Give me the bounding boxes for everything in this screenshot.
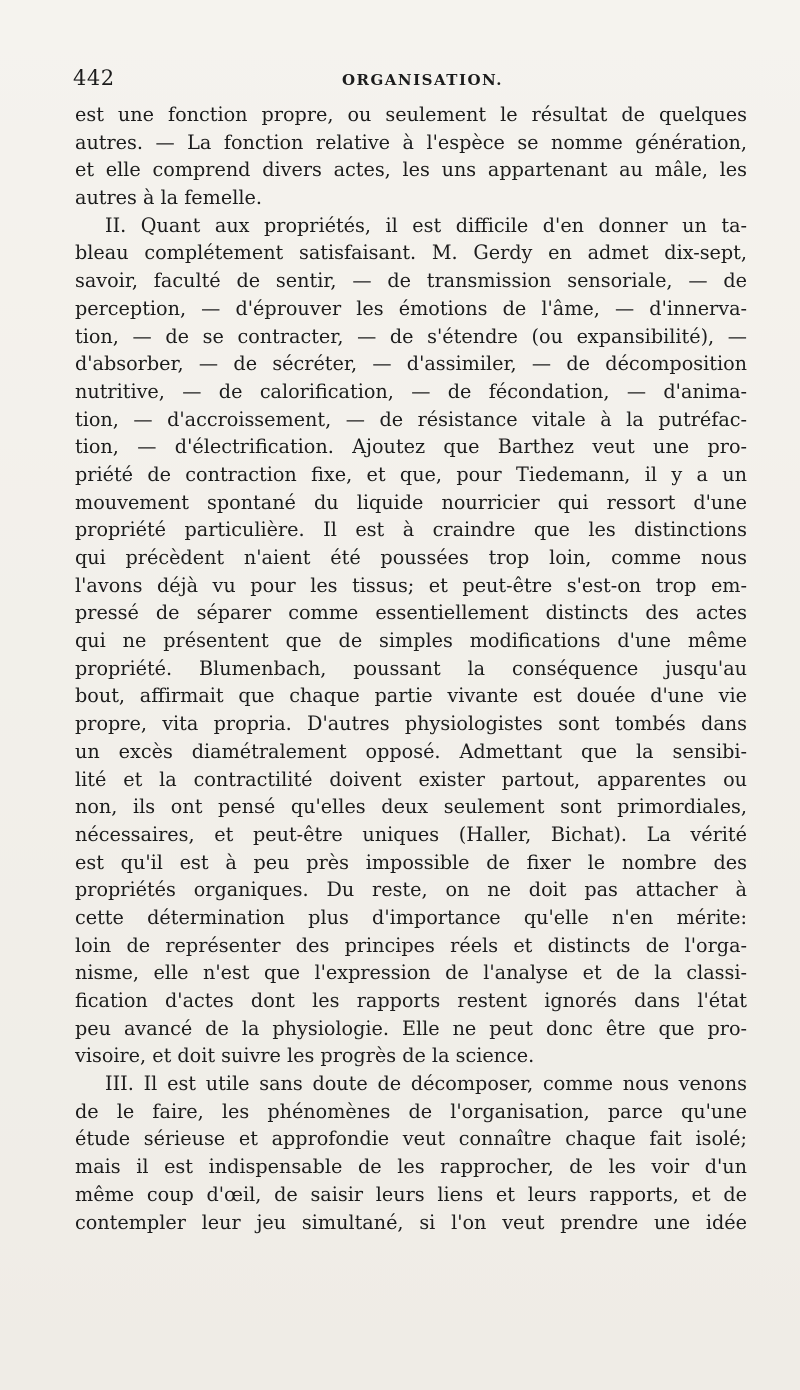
text-line: contempler leur jeu simultané, si l'on veut prendre une idée (75, 1210, 747, 1234)
text-line: mouvement spontané du liquide nourricier qui ressort d'une (75, 490, 747, 514)
text-line: autres à la femelle. (75, 186, 262, 210)
text-line: qui précèdent n'aient été poussées trop loin, comme nous (75, 546, 747, 569)
text-line: tion, — d'électrification. Ajoutez que Barthez veut une pro- (75, 435, 747, 459)
text-line: propriétés organiques. Du reste, on ne doit pas attacher à (75, 878, 747, 902)
text-line: un excès diamétralement opposé. Admettant que la sensibi- (75, 739, 747, 763)
text-line: tion, — de se contracter, — de s'étendre (ou expansibilité), — (75, 324, 747, 348)
text-line: perception, — d'éprouver les émotions de l'âme, — d'innerva- (75, 296, 747, 320)
text-line: peu avancé de la physiologie. Elle ne peut donc être que pro- (75, 1016, 747, 1040)
text-line: propriété. Blumenbach, poussant la conséquence jusqu'au (75, 656, 747, 680)
text-line: lité et la contractilité doivent exister partout, apparentes ou (75, 767, 747, 791)
text-line: propriété particulière. Il est à craindre que les distinctions (75, 518, 747, 542)
text-line: propre, vita propria. D'autres physiologistes sont tombés dans (75, 712, 747, 736)
text-line: cette détermination plus d'importance qu'elle n'en mérite: (75, 905, 747, 929)
text-line: loin de représenter des principes réels et distincts de l'orga- (75, 933, 747, 957)
text-line: l'avons déjà vu pour les tissus; et peut-être s'est-on trop em- (75, 573, 747, 597)
text-line: qui ne présentent que de simples modifications d'une même (75, 629, 747, 653)
text-line: fication d'actes dont les rapports restent ignorés dans l'état (75, 989, 747, 1012)
text-line: visoire, et doit suivre les progrès de la science. (75, 1044, 535, 1068)
text-line: non, ils ont pensé qu'elles deux seulement sont primordiales, (75, 795, 747, 819)
body-text (75, 101, 747, 1236)
text-line: autres. — La fonction relative à l'espèce se nomme génération, (75, 130, 747, 154)
text-line: savoir, faculté de sentir, — de transmission sensoriale, — de (75, 269, 747, 293)
text-line: nécessaires, et peut-être uniques (Haller, Bichat). La vérité (75, 822, 747, 846)
text-line: est qu'il est à peu près impossible de fixer le nombre des (75, 850, 747, 874)
text-line: bleau complétement satisfaisant. M. Gerdy en admet dix-sept, (75, 241, 747, 265)
text-line: bout, affirmait que chaque partie vivante est douée d'une vie (75, 684, 747, 708)
text-line: est une fonction propre, ou seulement le résultat de quelques (75, 103, 747, 126)
text-line: nutritive, — de calorification, — de fécondation, — d'anima- (75, 379, 747, 403)
text-line: pressé de séparer comme essentiellement distincts des actes (75, 601, 747, 625)
text-line: même coup d'œil, de saisir leurs liens et leurs rapports, et de (75, 1182, 747, 1206)
text-line: III. Il est utile sans doute de décomposer, comme nous venons (105, 1072, 747, 1096)
text-line: de le faire, les phénomènes de l'organisation, parce qu'une (75, 1099, 747, 1123)
text-line: mais il est indispensable de les rapprocher, de les voir d'un (75, 1155, 747, 1179)
text-line: tion, — d'accroissement, — de résistance vitale à la putréfac- (75, 407, 747, 431)
text-line: priété de contraction fixe, et que, pour Tiedemann, il y a un (75, 462, 747, 486)
page-header (73, 66, 752, 96)
text-line: étude sérieuse et approfondie veut connaître chaque fait isolé; (75, 1127, 747, 1151)
text-line: et elle comprend divers actes, les uns appartenant au mâle, les (75, 158, 747, 182)
text-line: d'absorber, — de sécréter, — d'assimiler, — de décomposition (75, 352, 747, 376)
text-line: nisme, elle n'est que l'expression de l'analyse et de la classi- (75, 961, 747, 985)
running-title: ORGANISATION. (341, 71, 504, 89)
text-line: II. Quant aux propriétés, il est difficile d'en donner un ta- (105, 213, 747, 237)
page-number: 442 (73, 66, 115, 90)
